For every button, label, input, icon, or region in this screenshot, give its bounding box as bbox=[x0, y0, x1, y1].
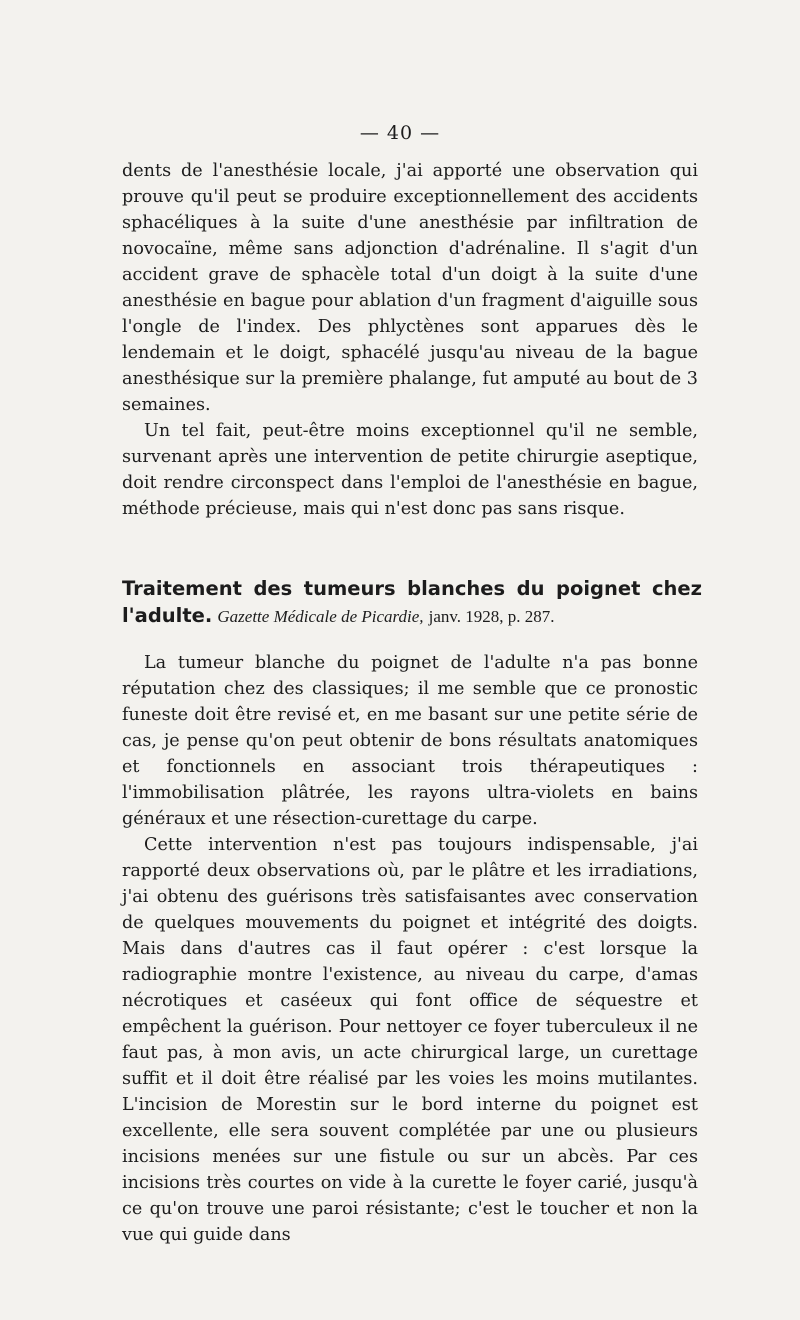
article-title: Traitement des tumeurs blanches du poignet chez l'adulte. bbox=[122, 577, 702, 627]
first-section-text bbox=[122, 158, 698, 522]
article-heading bbox=[122, 576, 702, 630]
article-body bbox=[122, 650, 698, 1248]
paragraph: La tumeur blanche du poignet de l'adulte n'a pas bonne réputation chez des classiques; il me semble que ce pronostic funeste doit être revisé et, en me basant sur une petite série de cas, je pense qu'on peut obtenir de bons résultats anatomiques et fonctionnels en associant trois thérapeutiques : l'immobilisation plâtrée, les rayons ultra-violets en bains généraux et une résection-curettage du carpe. bbox=[122, 653, 698, 829]
paragraph: Cette intervention n'est pas toujours indispensable, j'ai rapporté deux observations où, par le plâtre et les irradiations, j'ai obtenu des guérisons très satisfaisantes avec conservation de quelques mouvements du poignet et intégrité des doigts. Mais dans d'autres cas il faut opérer : c'est lorsque la radiographie montre l'existence, au niveau du carpe, d'amas nécrotiques et caséeux qui font office de séquestre et empêchent la guérison. Pour nettoyer ce foyer tuberculeux il ne faut pas, à mon avis, un acte chirurgical large, un curettage suffit et il doit être réalisé par les voies les moins mutilantes. L'incision de Morestin sur le bord interne du poignet est excellente, elle sera souvent complétée par une ou plusieurs incisions menées sur une fistule ou sur un abcès. Par ces incisions très courtes on vide à la curette le foyer carié, jusqu'à ce qu'on trouve une paroi résistante; c'est le toucher et non la vue qui guide dans bbox=[122, 835, 698, 1245]
paragraph: Un tel fait, peut-être moins exceptionnel qu'il ne semble, survenant après une intervention de petite chirurgie aseptique, doit rendre circonspect dans l'emploi de l'anesthésie en bague, méthode précieuse, mais qui n'est donc pas sans risque. bbox=[122, 421, 698, 519]
article-source: Gazette Médicale de Picardie, bbox=[217, 607, 424, 626]
paragraph: dents de l'anesthésie locale, j'ai apporté une observation qui prouve qu'il peut se produire exceptionnellement des accidents sphacéliques à la suite d'une anesthésie par infiltration de novocaïne, même sans adjonction d'adrénaline. Il s'agit d'un accident grave de sphacèle total d'un doigt à la suite d'une anesthésie en bague pour ablation d'un fragment d'aiguille sous l'ongle de l'index. Des phlyctènes sont apparues dès le lendemain et le doigt, sphacélé jusqu'au niveau de la bague anesthésique sur la première phalange, fut amputé au bout de 3 semaines. bbox=[122, 161, 698, 415]
page-number: — 40 — bbox=[359, 122, 441, 144]
article-reference: janv. 1928, p. 287. bbox=[428, 607, 555, 626]
